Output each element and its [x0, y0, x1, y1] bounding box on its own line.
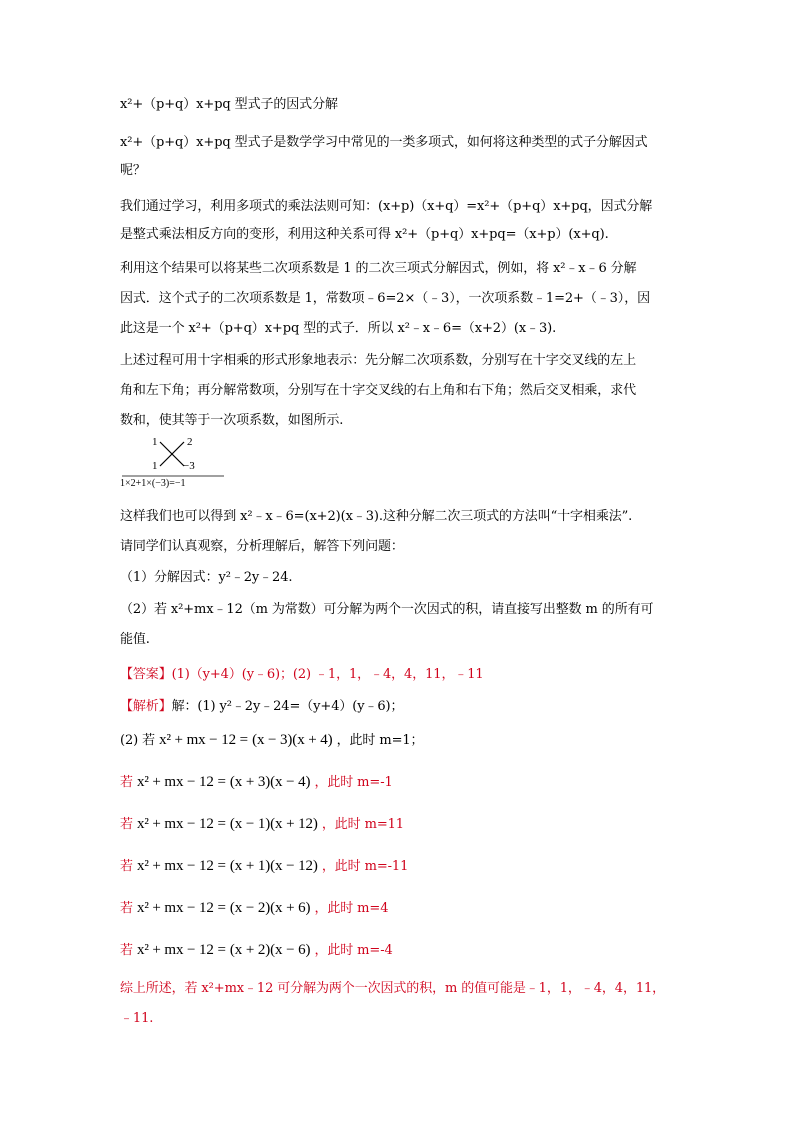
question-2-line-2: 能值.: [120, 632, 150, 647]
case-lhs: x² + mx − 12 =: [136, 942, 226, 958]
diagram-bottom-right: −3: [183, 460, 195, 472]
document-title: x²+（p+q）x+pq 型式子的因式分解: [120, 97, 338, 112]
case-rhs: (x + 3)(x − 4): [229, 774, 311, 790]
diagram-top-left: 1: [152, 436, 158, 448]
case-prefix: 若: [120, 943, 133, 958]
case-note: ，此时 m=1；: [336, 733, 424, 748]
question-2-line-1: （2）若 x²+mx﹣12（m 为常数）可分解为两个一次因式的积，请直接写出整数 m 的所有可: [120, 602, 654, 617]
para2-line-3: 此这是一个 x²+（p+q）x+pq 型的式子．所以 x²﹣x﹣6=（x+2）(x﹣3).: [120, 321, 557, 336]
intro-line-2: 呢？: [120, 163, 146, 178]
diagram-top-right: 2: [187, 436, 193, 448]
case-line: [120, 732, 423, 749]
case-rhs: (x − 3)(x + 4): [252, 732, 333, 748]
conclusion-line-2: ﹣11.: [120, 1011, 154, 1026]
case-note: ，此时 m=-1: [314, 775, 393, 790]
cross-lines: [120, 436, 230, 500]
case-rhs: (x + 1)(x − 12): [229, 858, 318, 874]
para4-line-1: 这样我们也可以得到 x²﹣x﹣6=(x+2)(x﹣3).这种分解二次三项式的方法叫“十字相乘法”.: [120, 509, 633, 524]
case-line: [120, 900, 388, 917]
para3-line-2: 角和左下角；再分解常数项，分别写在十字交叉线的右上角和右下角；然后交叉相乘，求代: [120, 383, 637, 398]
analysis: [120, 698, 403, 715]
case-prefix: (2) 若: [120, 733, 156, 748]
case-lhs: x² + mx − 12 =: [159, 732, 249, 748]
case-prefix: 若: [120, 859, 133, 874]
case-lhs: x² + mx − 12 =: [136, 774, 226, 790]
para4-line-2: 请同学们认真观察，分析理解后，解答下列问题：: [120, 539, 404, 554]
case-note: ，此时 m=-4: [314, 943, 393, 958]
para3-line-1: 上述过程可用十字相乘的形式形象地表示：先分解二次项系数，分别写在十字交叉线的左上: [120, 353, 637, 368]
para2-line-1: 利用这个结果可以将某些二次项系数是 1 的二次三项式分解因式，例如，将 x²﹣x﹣6 分解: [120, 261, 637, 276]
case-line: [120, 816, 404, 833]
case-note: ，此时 m=-11: [321, 859, 409, 874]
question-1: （1）分解因式：y²﹣2y﹣24.: [120, 570, 293, 585]
case-lhs: x² + mx − 12 =: [136, 900, 226, 916]
intro-line-1: x²+（p+q）x+pq 型式子是数学学习中常见的一类多项式，如何将这种类型的式子分解因式: [120, 135, 648, 150]
case-lhs: x² + mx − 12 =: [136, 816, 226, 832]
case-line: [120, 942, 393, 959]
case-lhs: x² + mx − 12 =: [136, 858, 226, 874]
answer: 【答案】(1)（y+4）(y﹣6)；(2) ﹣1，1，﹣4，4，11，﹣11: [120, 667, 484, 682]
analysis-text: 解：(1) y²﹣2y﹣24=（y+4）(y﹣6)；: [171, 699, 404, 714]
case-line: [120, 774, 393, 791]
case-prefix: 若: [120, 817, 133, 832]
case-rhs: (x − 2)(x + 6): [229, 900, 311, 916]
analysis-label: 【解析】: [120, 699, 172, 714]
case-note: ，此时 m=11: [321, 817, 404, 832]
conclusion-line-1: 综上所述，若 x²+mx﹣12 可分解为两个一次因式的积，m 的值可能是﹣1，1，﹣4，4，11，: [120, 981, 666, 996]
case-rhs: (x − 1)(x + 12): [229, 816, 318, 832]
diagram-result: 1×2+1×(−3)=−1: [120, 478, 186, 489]
para2-line-2: 因式．这个式子的二次项系数是 1，常数项﹣6=2×（﹣3），一次项系数﹣1=2+（﹣3），因: [120, 291, 651, 306]
case-prefix: 若: [120, 901, 133, 916]
case-note: ，此时 m=4: [314, 901, 389, 916]
case-line: [120, 858, 408, 875]
para1-line-1: 我们通过学习，利用多项式的乘法法则可知：(x+p)（x+q）=x²+（p+q）x+pq，因式分解: [120, 199, 653, 214]
para1-line-2: 是整式乘法相反方向的变形，利用这种关系可得 x²+（p+q）x+pq=（x+p）(x+q).: [120, 227, 609, 242]
case-rhs: (x + 2)(x − 6): [229, 942, 311, 958]
case-prefix: 若: [120, 775, 133, 790]
cross-multiplication-diagram: [120, 436, 230, 500]
para3-line-3: 数和，使其等于一次项系数，如图所示.: [120, 413, 344, 428]
diagram-bottom-left: 1: [152, 460, 158, 472]
